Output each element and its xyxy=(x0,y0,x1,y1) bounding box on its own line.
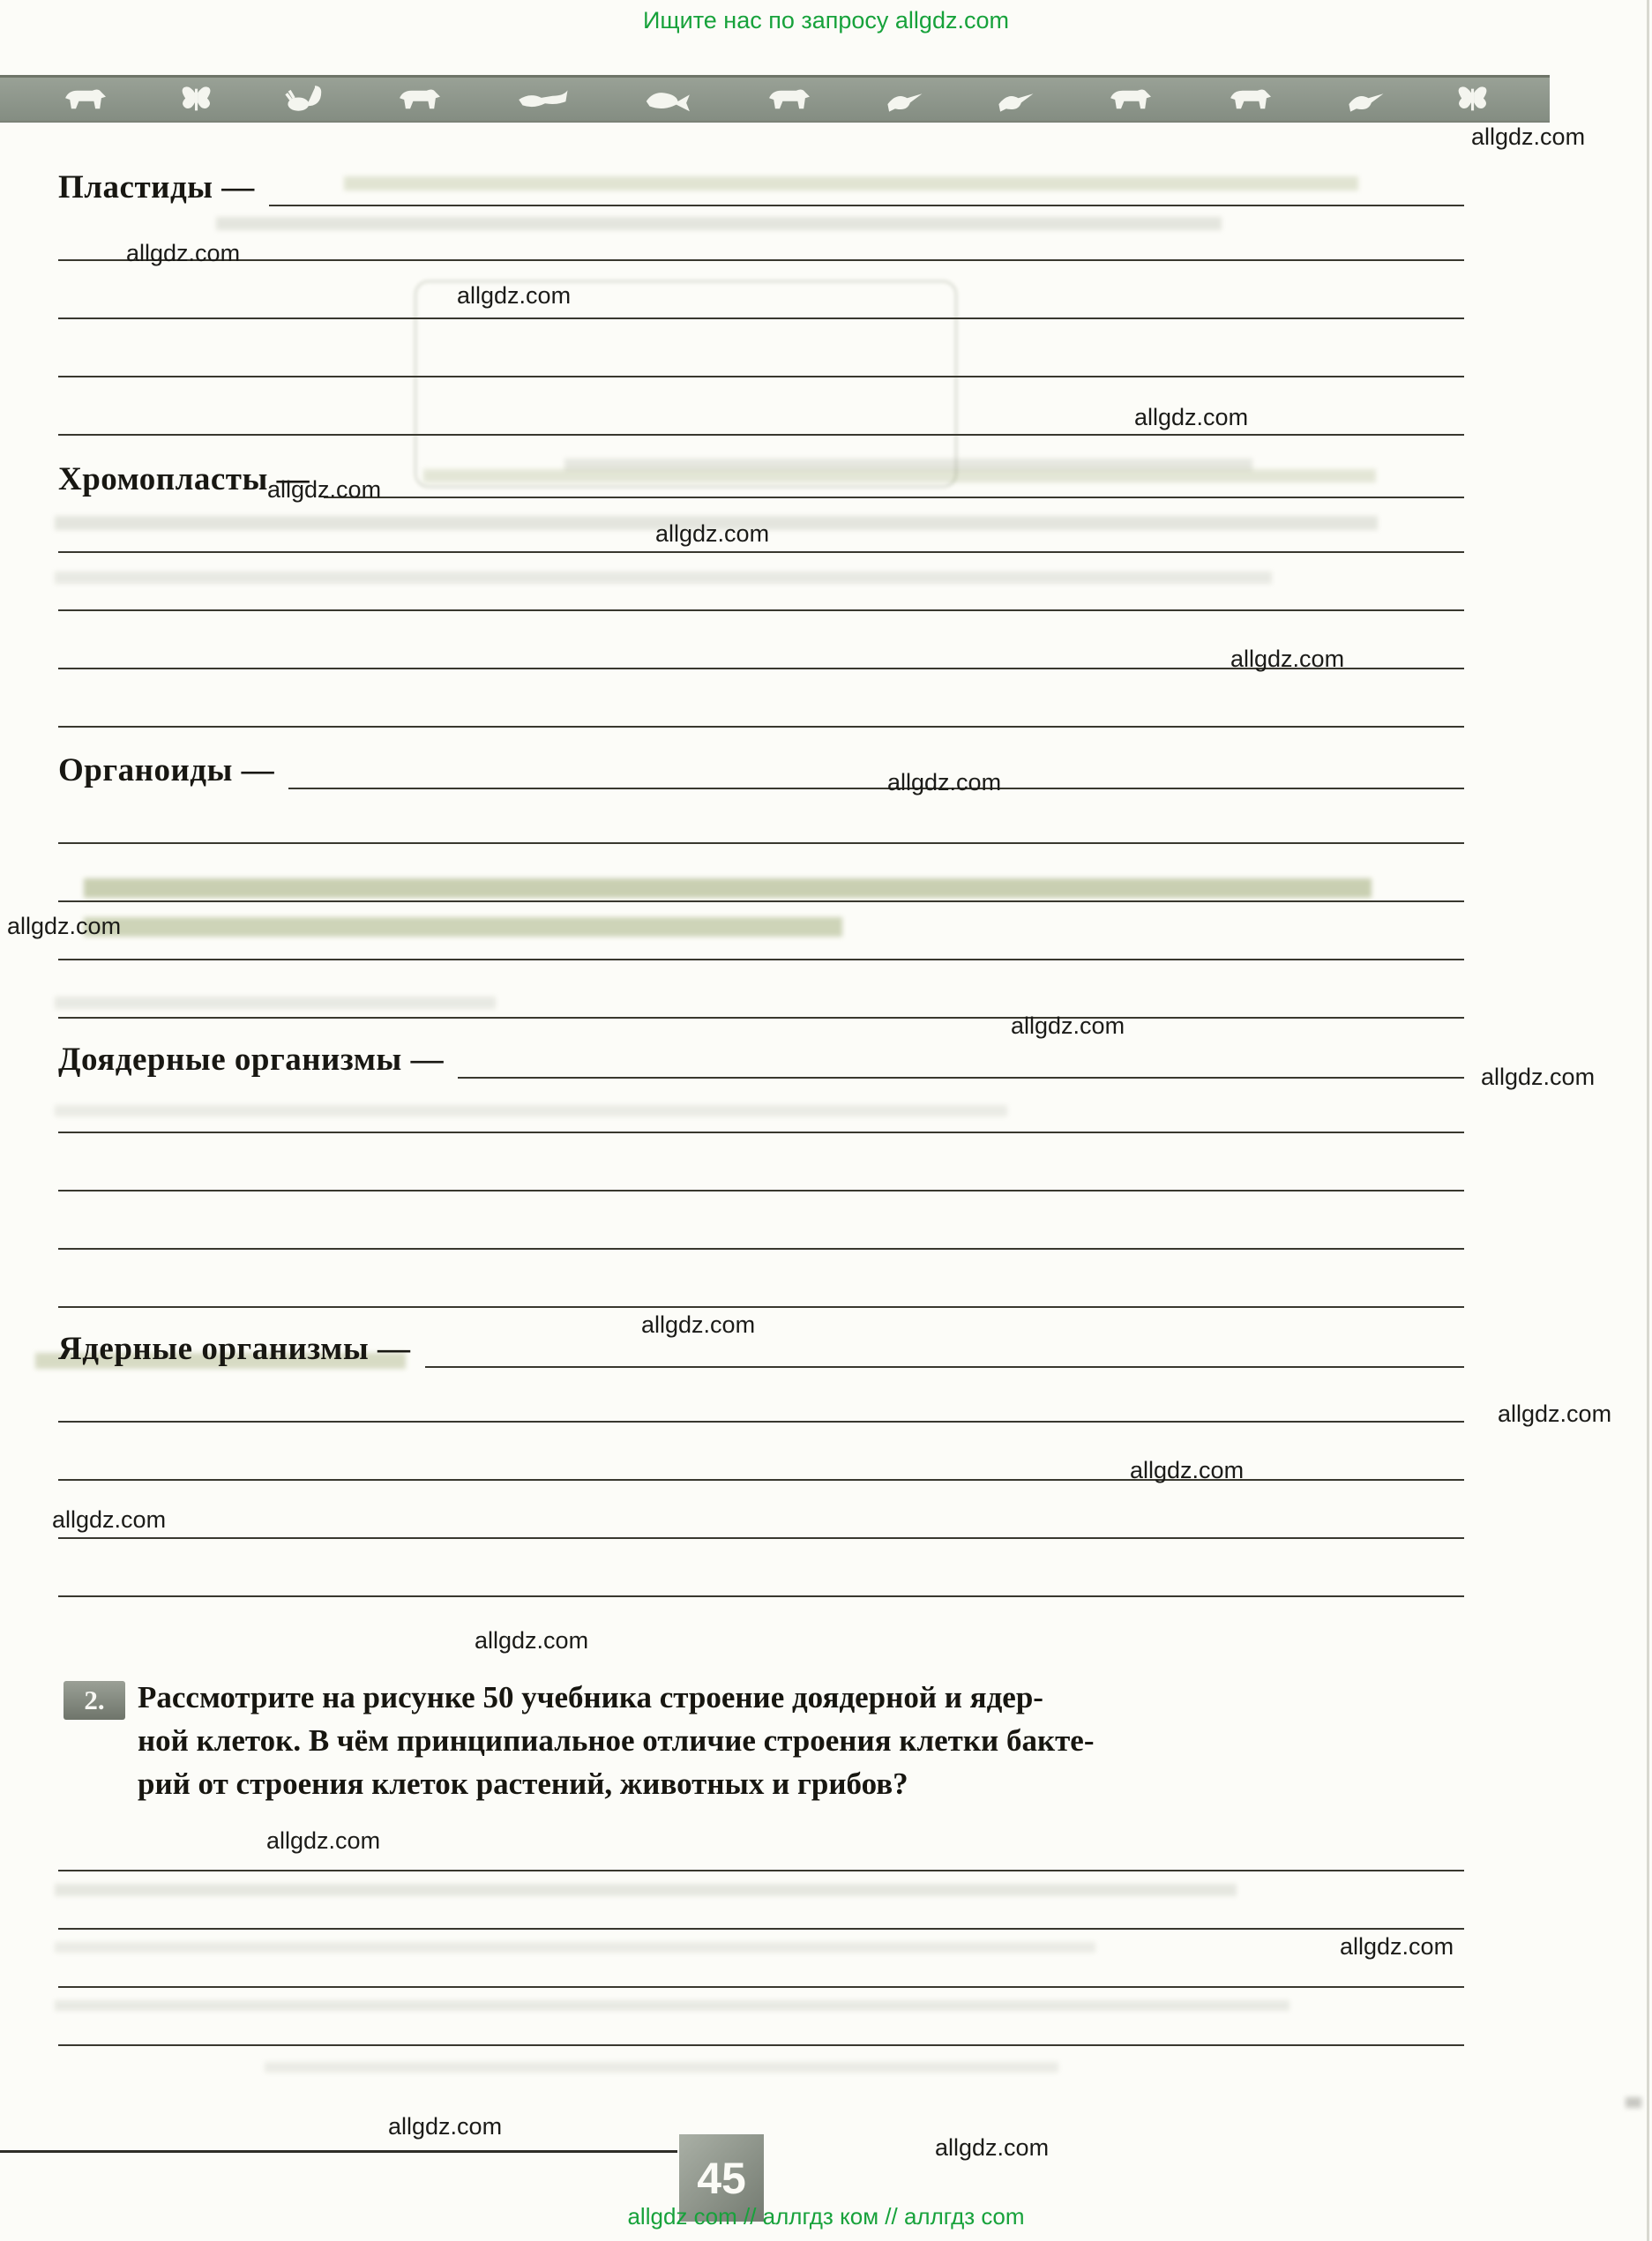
answer-line xyxy=(58,1132,1464,1133)
watermark-allgdz: allgdz.com xyxy=(655,520,770,547)
wolf-icon xyxy=(765,85,812,115)
bleedthrough-artifact xyxy=(55,2000,1289,2011)
kangaroo-icon xyxy=(1226,85,1274,115)
watermark-allgdz: allgdz.com xyxy=(935,2134,1050,2161)
duck-icon xyxy=(1346,85,1385,115)
term-label: Пластиды — xyxy=(58,169,255,205)
answer-line xyxy=(58,434,1464,436)
question-text-line: рий от строения клеток растений, животных и грибов? xyxy=(138,1767,908,1801)
page-edge-shadow xyxy=(1647,0,1649,2241)
watermark-allgdz: allgdz.com xyxy=(1481,1064,1596,1090)
answer-line xyxy=(58,1421,1464,1423)
horse-icon xyxy=(395,85,443,115)
answer-line xyxy=(425,1366,1464,1368)
watermark-allgdz: allgdz.com xyxy=(887,769,1002,796)
answer-line xyxy=(58,2044,1464,2046)
bleedthrough-artifact xyxy=(1626,2097,1641,2108)
term-label: Органоиды — xyxy=(58,752,275,788)
watermark-allgdz: allgdz.com xyxy=(1340,1933,1454,1960)
bleedthrough-artifact xyxy=(84,917,842,937)
answer-line xyxy=(58,842,1464,844)
answer-line xyxy=(458,1077,1464,1079)
watermark-allgdz: allgdz.com xyxy=(1230,646,1345,672)
bleedthrough-artifact xyxy=(265,2062,1058,2073)
answer-line xyxy=(58,1537,1464,1539)
answer-line xyxy=(58,317,1464,319)
term-label: Хромопласты — xyxy=(58,461,310,497)
answer-line xyxy=(288,788,1464,789)
promo-banner-bottom: allgdz com // аллгдз ком // аллгдз com xyxy=(627,2203,1025,2230)
answer-line xyxy=(58,1928,1464,1930)
bleedthrough-artifact xyxy=(55,997,496,1009)
watermark-allgdz: allgdz.com xyxy=(267,476,382,503)
watermark-allgdz: allgdz.com xyxy=(1471,123,1586,150)
bird-icon xyxy=(885,85,923,115)
question-text xyxy=(138,1676,1471,1805)
answer-line xyxy=(58,259,1464,261)
watermark-allgdz: allgdz.com xyxy=(1134,404,1249,430)
bull-icon xyxy=(61,85,108,115)
answer-line xyxy=(324,497,1464,498)
watermark-allgdz: allgdz.com xyxy=(1011,1012,1125,1039)
bleedthrough-artifact xyxy=(216,217,1222,230)
answer-line xyxy=(58,1190,1464,1191)
answer-line xyxy=(58,1479,1464,1481)
bleedthrough-artifact xyxy=(84,878,1372,898)
bleedthrough-artifact xyxy=(55,571,1272,584)
watermark-allgdz: allgdz.com xyxy=(1130,1457,1245,1483)
bleedthrough-artifact xyxy=(55,1105,1007,1117)
scorpion-icon xyxy=(285,85,324,115)
watermark-allgdz: allgdz.com xyxy=(52,1506,167,1533)
moth-icon xyxy=(1456,85,1489,115)
whale-icon xyxy=(643,85,693,115)
answer-line xyxy=(58,959,1464,960)
answer-line xyxy=(58,1017,1464,1019)
butterfly-icon xyxy=(180,85,213,115)
question-number-badge: 2. xyxy=(64,1681,125,1720)
answer-line xyxy=(269,205,1464,206)
answer-line xyxy=(58,1306,1464,1308)
bleedthrough-artifact xyxy=(55,1884,1237,1896)
watermark-allgdz: allgdz.com xyxy=(457,282,572,309)
watermark-allgdz: allgdz.com xyxy=(126,240,241,266)
term-label: Ядерные организмы — xyxy=(58,1331,411,1367)
answer-line xyxy=(58,1595,1464,1597)
answer-line xyxy=(58,1870,1464,1871)
watermark-allgdz: allgdz.com xyxy=(1498,1401,1612,1427)
watermark-allgdz: allgdz.com xyxy=(475,1627,589,1654)
boar-icon xyxy=(1106,85,1154,115)
answer-line xyxy=(58,376,1464,377)
answer-line xyxy=(58,726,1464,728)
term-heading-plastidy xyxy=(58,161,1464,206)
term-heading-yadernye xyxy=(58,1322,1464,1368)
term-heading-organoidy xyxy=(58,743,1464,789)
answer-line xyxy=(58,1248,1464,1250)
term-heading-doyadernye xyxy=(58,1033,1464,1079)
answer-line xyxy=(58,1986,1464,1988)
answer-line xyxy=(58,900,1464,902)
bleedthrough-artifact xyxy=(55,1942,1095,1953)
watermark-allgdz: allgdz.com xyxy=(266,1827,381,1854)
promo-banner-top: Ищите нас по запросу allgdz.com xyxy=(643,7,1009,34)
dinosaur-icon xyxy=(515,85,572,115)
question-text-line: ной клеток. В чём принципиальное отличие строения клетки бакте- xyxy=(138,1723,1095,1758)
answer-line xyxy=(58,609,1464,611)
watermark-allgdz: allgdz.com xyxy=(388,2113,503,2140)
animal-band xyxy=(0,75,1550,123)
gull-icon xyxy=(996,85,1035,115)
page-number: 45 xyxy=(679,2134,764,2222)
watermark-allgdz: allgdz.com xyxy=(641,1311,756,1338)
term-label: Доядерные организмы — xyxy=(58,1042,445,1078)
answer-line xyxy=(58,551,1464,553)
watermark-allgdz: allgdz.com xyxy=(7,913,122,939)
question-text-line: Рассмотрите на рисунке 50 учебника строение доядерной и ядер- xyxy=(138,1680,1043,1714)
footer-rule xyxy=(0,2150,677,2153)
